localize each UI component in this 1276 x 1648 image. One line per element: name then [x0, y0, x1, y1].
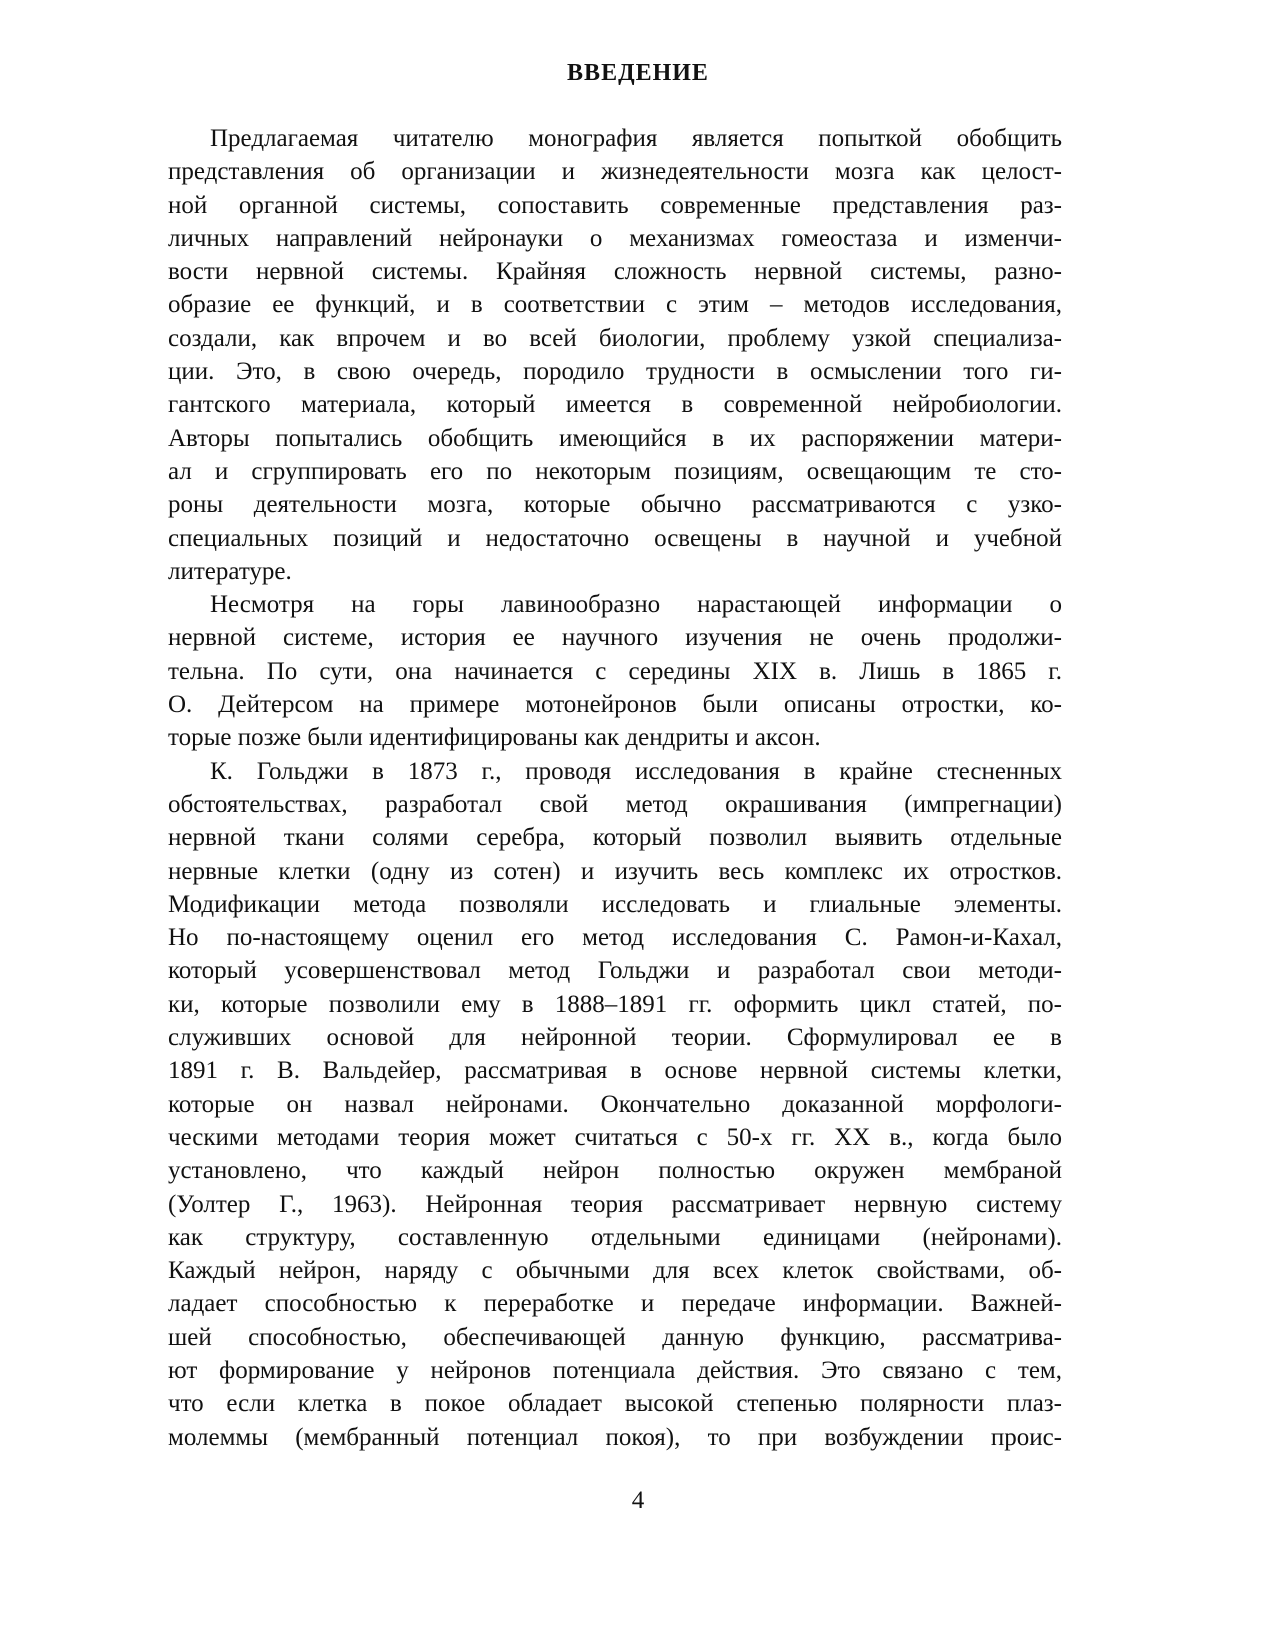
text-line: специальных позиций и недостаточно освещены в научной и учебной: [168, 524, 1062, 552]
text-line: О. Дейтерсом на примере мотонейронов были описаны отростки, ко-: [168, 691, 1062, 719]
text-line: шей способностью, обеспечивающей данную функцию, рассматрива-: [168, 1323, 1062, 1351]
text-line: ческими методами теория может считаться с 50-х гг. XX в., когда было: [168, 1123, 1062, 1151]
text-line: Предлагаемая читателю монография является попыткой обобщить: [210, 125, 1062, 152]
text-line: Но по-настоящему оценил его метод исследования С. Рамон-и-Кахал,: [168, 924, 1062, 952]
text-line: как структуру, составленную отдельными единицами (нейронами).: [168, 1223, 1062, 1251]
text-line: который усовершенствовал метод Гольджи и разработал свои методи-: [168, 957, 1062, 985]
text-line: служивших основой для нейронной теории. Сформулировал ее в: [168, 1024, 1062, 1052]
text-line: вости нервной системы. Крайняя сложность нервной системы, разно-: [168, 258, 1062, 286]
text-line: роны деятельности мозга, которые обычно рассматриваются с узко-: [168, 491, 1062, 519]
text-line: ки, которые позволили ему в 1888–1891 гг. оформить цикл статей, по-: [168, 990, 1062, 1018]
text-line: (Уолтер Г., 1963). Нейронная теория рассматривает нервную систему: [168, 1190, 1062, 1218]
text-line: Каждый нейрон, наряду с обычными для всех клеток свойствами, об-: [168, 1257, 1062, 1285]
text-line: гантского материала, который имеется в современной нейробиологии.: [168, 391, 1062, 419]
text-line: Модификации метода позволяли исследовать и глиальные элементы.: [168, 890, 1062, 918]
text-line: ладает способностью к переработке и передаче информации. Важней-: [168, 1290, 1062, 1318]
text-line: обстоятельствах, разработал свой метод окрашивания (импрегнации): [168, 790, 1062, 818]
text-line: установлено, что каждый нейрон полностью окружен мембраной: [168, 1157, 1062, 1185]
page-number: 4: [631, 1487, 645, 1514]
page-title: ВВЕДЕНИЕ: [567, 60, 709, 86]
text-line: ют формирование у нейронов потенциала действия. Это связано с тем,: [168, 1356, 1062, 1384]
text-line: торые позже были идентифицированы как дендриты и аксон.: [168, 724, 821, 752]
text-line: Авторы попытались обобщить имеющийся в их распоряжении матери-: [168, 424, 1062, 452]
text-line: Несмотря на горы лавинообразно нарастающей информации о: [210, 591, 1062, 619]
text-line: ции. Это, в свою очередь, породило трудности в осмыслении того ги-: [168, 358, 1062, 386]
text-line: что если клетка в покое обладает высокой степенью полярности плаз-: [168, 1390, 1062, 1418]
text-line: создали, как впрочем и во всей биологии, проблему узкой специализа-: [168, 324, 1062, 352]
text-line: представления об организации и жизнедеятельности мозга как целост-: [168, 158, 1062, 186]
text-line: молеммы (мембранный потенциал покоя), то при возбуждении проис-: [168, 1423, 1062, 1451]
text-line: 1891 г. В. Вальдейер, рассматривая в основе нервной системы клетки,: [168, 1057, 1062, 1085]
text-line: ал и сгруппировать его по некоторым позициям, освещающим те сто-: [168, 457, 1062, 485]
text-line: К. Гольджи в 1873 г., проводя исследования в крайне стесненных: [210, 757, 1062, 785]
text-line: которые он назвал нейронами. Окончательно доказанной морфологи-: [168, 1090, 1062, 1118]
text-line: тельна. По сути, она начинается с середины XIX в. Лишь в 1865 г.: [168, 657, 1062, 685]
body-text: [168, 122, 1062, 1454]
text-line: личных направлений нейронауки о механизмах гомеостаза и изменчи-: [168, 224, 1062, 252]
text-line: нервные клетки (одну из сотен) и изучить весь комплекс их отростков.: [168, 857, 1062, 885]
text-line: образие ее функций, и в соответствии с этим – методов исследования,: [168, 291, 1062, 319]
text-line: нервной системе, история ее научного изучения не очень продолжи-: [168, 624, 1062, 652]
text-line: литературе.: [168, 557, 292, 585]
text-line: нервной ткани солями серебра, который позволил выявить отдельные: [168, 824, 1062, 852]
text-line: ной органной системы, сопоставить современные представления раз-: [168, 191, 1062, 219]
